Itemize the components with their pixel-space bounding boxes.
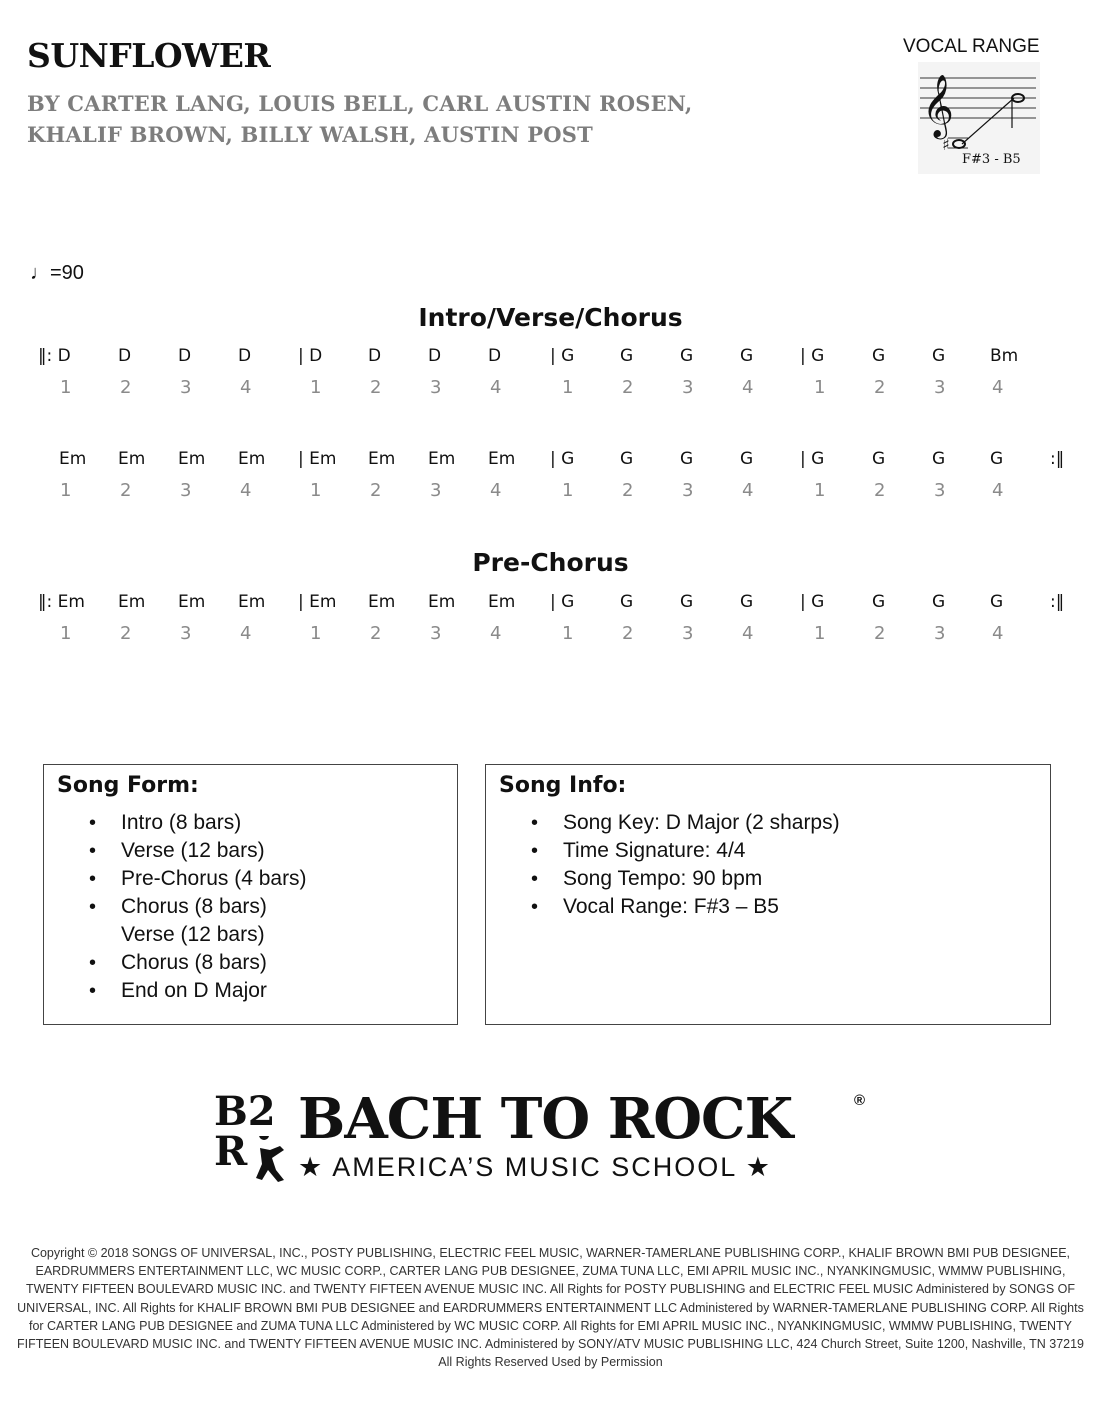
beat-number: 4 xyxy=(742,480,754,501)
beat-number: 3 xyxy=(180,480,192,501)
beat-number: 4 xyxy=(490,377,502,398)
beat-number: 3 xyxy=(430,480,442,501)
vocal-range-staff xyxy=(918,62,1040,174)
beat-number: 3 xyxy=(430,377,442,398)
song-form-list xyxy=(89,809,307,1005)
chord-symbol: Em xyxy=(238,449,266,469)
chord-row xyxy=(0,346,1101,406)
registered-mark: ® xyxy=(854,1092,866,1109)
chord-symbol: G xyxy=(990,592,1004,612)
copyright-notice: Copyright © 2018 SONGS OF UNIVERSAL, INC., POSTY PUBLISHING, ELECTRIC FEEL MUSIC, WARNER-TAMERLANE PUBLISHING CORP., KHALIF BROWN BMI PUB DESIGNEE, EARDRUMMERS ENTERTAINMENT LLC, WC MUSIC CORP., CARTER LANG PUB DESIGNEE, ZUMA TUNA LLC, EMI APRIL MUSIC INC., NYANKINGMUSIC, WMMW PUBLISHING, TWENTY FIFTEEN BOULEVARD MUSIC INC. and TWENTY FIFTEEN AVENUE MUSIC INC. All Rights for POSTY PUBLISHING and ELECTRIC FEEL MUSIC Administered by SONGS OF UNIVERSAL, INC. All Rights for KHALIF BROWN BMI PUB DESIGNEE and EARDRUMMERS ENTERTAINMENT LLC Administered by WARNER-TAMERLANE PUBLISHING CORP. All Rights for CARTER LANG PUB DESIGNEE and ZUMA TUNA LLC Administered by WC MUSIC CORP. All Rights for EMI APRIL MUSIC INC., NYANKINGMUSIC, WMMW PUBLISHING, TWENTY FIFTEEN BOULEVARD MUSIC INC. and TWENTY FIFTEEN AVENUE MUSIC INC. Administered by SONY/ATV MUSIC PUBLISHING LLC, 424 Church Street, Suite 1200, Nashville, TN 37219 All Rights Reserved Used by Permission xyxy=(17,1246,1084,1370)
chord-symbol: | G xyxy=(550,346,575,366)
chord-symbol: G xyxy=(872,449,886,469)
beat-number: 2 xyxy=(120,480,132,501)
chord-symbol: Em xyxy=(368,449,396,469)
beat-number: 4 xyxy=(992,623,1004,644)
repeat-end-sign: :‖ xyxy=(1050,592,1065,612)
list-item: • End on D Major xyxy=(89,977,307,1005)
beat-number: 2 xyxy=(370,377,382,398)
chord-symbol: | G xyxy=(800,346,825,366)
beat-number: 2 xyxy=(370,480,382,501)
beat-number: 1 xyxy=(60,480,72,501)
logo-mark-line-2: R xyxy=(214,1128,248,1175)
list-item: • Pre-Chorus (4 bars) xyxy=(89,865,307,893)
chord-symbol: Em xyxy=(488,592,516,612)
svg-text:♯: ♯ xyxy=(942,135,950,154)
chord-symbol: | G xyxy=(550,592,575,612)
vocal-range-text: F#3 - B5 xyxy=(962,152,1021,167)
chord-symbol: G xyxy=(872,346,886,366)
chord-row xyxy=(0,592,1101,652)
beat-number: 2 xyxy=(370,623,382,644)
chord-symbol: G xyxy=(740,592,754,612)
chord-symbol: Em xyxy=(428,449,456,469)
chord-symbol: ‖: D xyxy=(38,346,71,366)
chord-symbol: | Em xyxy=(298,449,337,469)
chord-symbol: G xyxy=(620,449,634,469)
beat-number: 4 xyxy=(240,377,252,398)
beat-number: 1 xyxy=(814,480,826,501)
chord-symbol: Em xyxy=(178,449,206,469)
logo-tagline: ★ AMERICA’S MUSIC SCHOOL ★ xyxy=(298,1152,772,1182)
logo-mark-line-1: B2 xyxy=(214,1088,276,1135)
chord-symbol: D xyxy=(238,346,252,366)
section-title-pre-chorus: Pre-Chorus xyxy=(472,548,629,577)
song-form-box xyxy=(43,764,458,1025)
beat-number: 4 xyxy=(742,377,754,398)
chord-row xyxy=(0,449,1101,509)
chord-symbol: G xyxy=(740,449,754,469)
beat-number: 1 xyxy=(562,623,574,644)
beat-number: 2 xyxy=(120,623,132,644)
beat-number: 3 xyxy=(934,623,946,644)
chord-symbol: G xyxy=(620,346,634,366)
chord-symbol: D xyxy=(118,346,132,366)
chord-symbol: Em xyxy=(368,592,396,612)
chord-symbol: G xyxy=(680,449,694,469)
chord-symbol: G xyxy=(872,592,886,612)
beat-number: 4 xyxy=(992,377,1004,398)
list-item: • Vocal Range: F#3 – B5 xyxy=(531,893,840,921)
beat-number: 2 xyxy=(874,377,886,398)
song-form-title: Song Form: xyxy=(57,773,199,798)
byline-line-1: BY CARTER LANG, LOUIS BELL, CARL AUSTIN ROSEN, xyxy=(27,91,693,116)
beat-number: 1 xyxy=(60,377,72,398)
beat-number: 3 xyxy=(430,623,442,644)
chord-symbol: D xyxy=(368,346,382,366)
chord-symbol: | G xyxy=(550,449,575,469)
beat-number: 4 xyxy=(240,480,252,501)
chord-symbol: G xyxy=(620,592,634,612)
bach-to-rock-logo xyxy=(214,1086,874,1192)
chord-symbol: Em xyxy=(118,449,146,469)
repeat-end-sign: :‖ xyxy=(1050,449,1065,469)
beat-number: 2 xyxy=(874,623,886,644)
chord-symbol: Em xyxy=(488,449,516,469)
chord-symbol: Em xyxy=(428,592,456,612)
chord-symbol: ‖: Em xyxy=(38,592,85,612)
beat-number: 3 xyxy=(180,377,192,398)
beat-number: 1 xyxy=(562,480,574,501)
beat-number: 2 xyxy=(622,480,634,501)
song-info-list xyxy=(531,809,840,921)
beat-number: 1 xyxy=(562,377,574,398)
chord-symbol: | D xyxy=(298,346,323,366)
beat-number: 3 xyxy=(934,377,946,398)
beat-number: 3 xyxy=(934,480,946,501)
svg-text:𝄞: 𝄞 xyxy=(922,74,954,137)
chord-symbol: D xyxy=(488,346,502,366)
beat-number: 4 xyxy=(240,623,252,644)
chord-symbol: D xyxy=(178,346,192,366)
list-item: • Verse (12 bars) xyxy=(89,837,307,865)
beat-number: 3 xyxy=(180,623,192,644)
beat-number: 1 xyxy=(60,623,72,644)
chord-symbol: G xyxy=(932,346,946,366)
chord-symbol: G xyxy=(680,592,694,612)
beat-number: 3 xyxy=(682,623,694,644)
song-info-box xyxy=(485,764,1051,1025)
beat-number: 2 xyxy=(622,377,634,398)
chord-symbol: G xyxy=(740,346,754,366)
beat-number: 4 xyxy=(742,623,754,644)
chord-symbol: Em xyxy=(238,592,266,612)
beat-number: 3 xyxy=(682,480,694,501)
chord-symbol: D xyxy=(428,346,442,366)
beat-number: 2 xyxy=(120,377,132,398)
beat-number: 3 xyxy=(682,377,694,398)
beat-number: 1 xyxy=(814,377,826,398)
beat-number: 4 xyxy=(490,623,502,644)
section-title-intro-verse-chorus: Intro/Verse/Chorus xyxy=(418,303,683,332)
beat-number: 2 xyxy=(622,623,634,644)
beat-number: 1 xyxy=(310,623,322,644)
beat-number: 4 xyxy=(490,480,502,501)
guitarist-icon xyxy=(250,1136,290,1184)
list-item: • Song Tempo: 90 bpm xyxy=(531,865,840,893)
beat-number: 1 xyxy=(310,480,322,501)
beat-number: 4 xyxy=(992,480,1004,501)
chord-symbol: Bm xyxy=(990,346,1019,366)
chord-symbol: | Em xyxy=(298,592,337,612)
beat-number: 1 xyxy=(310,377,322,398)
chord-symbol: Em xyxy=(118,592,146,612)
list-item: • Chorus (8 bars) xyxy=(89,949,307,977)
list-item: • Chorus (8 bars) xyxy=(89,893,307,921)
chord-symbol: G xyxy=(680,346,694,366)
chord-symbol: G xyxy=(932,592,946,612)
vocal-range-label: VOCAL RANGE xyxy=(903,36,1040,57)
song-title: SUNFLOWER xyxy=(27,36,271,75)
chord-symbol: Em xyxy=(59,449,87,469)
list-item: Verse (12 bars) xyxy=(121,923,265,946)
byline-line-2: KHALIF BROWN, BILLY WALSH, AUSTIN POST xyxy=(27,122,593,147)
list-item: • Intro (8 bars) xyxy=(89,809,307,837)
song-info-title: Song Info: xyxy=(499,773,627,798)
beat-number: 1 xyxy=(814,623,826,644)
songwriters-byline xyxy=(27,88,692,150)
list-item: • Time Signature: 4/4 xyxy=(531,837,840,865)
chord-symbol: | G xyxy=(800,592,825,612)
chord-symbol: G xyxy=(932,449,946,469)
tempo-marking: ♩=90 xyxy=(30,262,84,284)
beat-number: 2 xyxy=(874,480,886,501)
logo-wordmark: BACH TO ROCK xyxy=(298,1086,793,1152)
chord-symbol: G xyxy=(990,449,1004,469)
list-item: • Song Key: D Major (2 sharps) xyxy=(531,809,840,837)
staff-notation-icon xyxy=(918,62,1040,174)
chord-symbol: | G xyxy=(800,449,825,469)
chord-symbol: Em xyxy=(178,592,206,612)
